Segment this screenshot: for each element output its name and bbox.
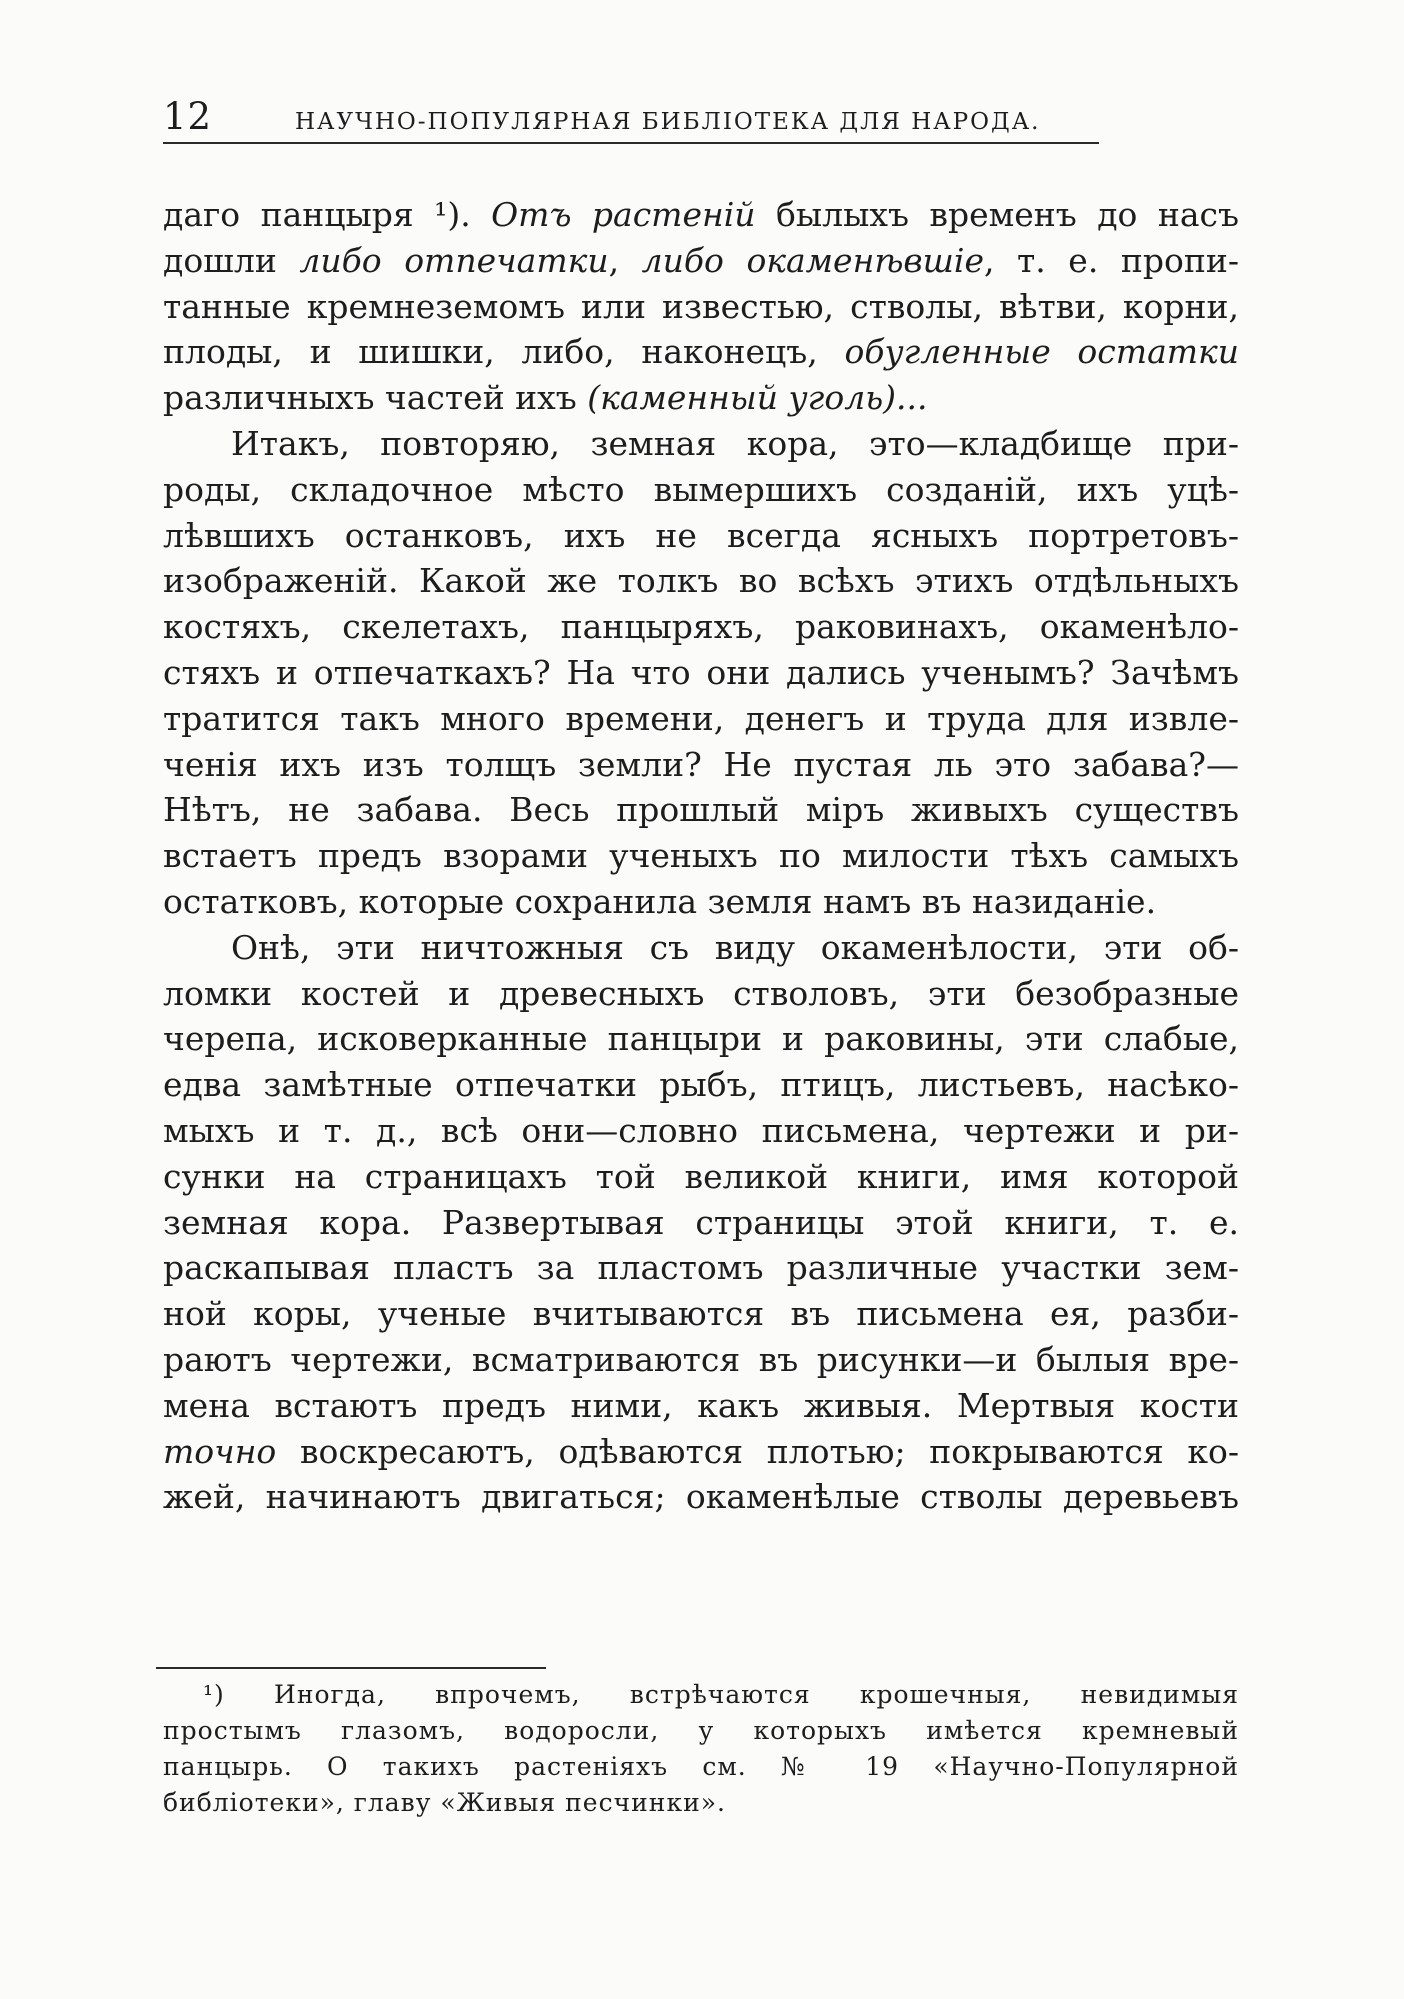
text-line [163, 1337, 1239, 1383]
text-run: встаетъ предъ взорами ученыхъ по милости тѣхъ самыхъ [163, 836, 1239, 876]
text-line [163, 375, 1239, 421]
text-line [163, 971, 1239, 1017]
text-run: мена встаютъ предъ ними, какъ живыя. Мертвыя кости [163, 1385, 1239, 1425]
text-run: тратится такъ много времени, денегъ и труда для извле- [163, 698, 1239, 738]
footnote-line [163, 1713, 1239, 1749]
text-run: лѣвшихъ останковъ, ихъ не всегда ясныхъ портретовъ- [163, 515, 1239, 555]
italic-text: (каменный уголь)... [587, 378, 928, 418]
italic-text: либо отпечатки [299, 240, 609, 280]
text-run: , [608, 240, 642, 280]
text-line [163, 421, 1239, 467]
text-line [163, 1474, 1239, 1520]
text-line [163, 1016, 1239, 1062]
text-run: ¹) Иногда, впрочемъ, встрѣчаются крошечныя, невидимыя [203, 1680, 1239, 1709]
text-line [163, 513, 1239, 559]
page-header [163, 96, 1099, 144]
text-run: земная кора. Развертывая страницы этой книги, т. е. [163, 1202, 1239, 1242]
footnote [163, 1677, 1239, 1821]
footnote-line [163, 1785, 1239, 1821]
text-line [163, 284, 1239, 330]
text-run: остатковъ, которые сохранила земля намъ въ назиданіе. [163, 881, 1157, 921]
text-run: раскапывая пластъ за пластомъ различные участки зем- [163, 1248, 1239, 1288]
text-run: Итакъ, повторяю, земная кора, это—кладбище при- [231, 423, 1239, 463]
text-run: изображеній. Какой же толкъ во всѣхъ этихъ отдѣльныхъ [163, 561, 1239, 601]
italic-text: обугленные остатки [844, 332, 1239, 372]
text-line [163, 467, 1239, 513]
text-run: библіотеки», главу «Живыя песчинки». [163, 1788, 726, 1817]
text-line [163, 1108, 1239, 1154]
text-run: Онѣ, эти ничтожныя съ виду окаменѣлости, эти об- [231, 927, 1239, 967]
page-number: 12 [163, 95, 213, 138]
text-run: едва замѣтные отпечатки рыбъ, птицъ, листьевъ, насѣко- [163, 1065, 1239, 1105]
text-line [163, 879, 1239, 925]
text-run: стяхъ и отпечаткахъ? На что они дались ученымъ? Зачѣмъ [163, 652, 1239, 692]
text-run: былыхъ временъ до насъ [755, 195, 1239, 234]
text-line [163, 1291, 1239, 1337]
text-run: плоды, и шишки, либо, наконецъ, [163, 332, 845, 372]
text-run: ломки костей и древесныхъ стволовъ, эти безобразные [163, 973, 1239, 1013]
text-line [163, 1383, 1239, 1429]
text-run: ной коры, ученые вчитываются въ письмена ея, разби- [163, 1294, 1239, 1334]
text-line [163, 558, 1239, 604]
running-title: НАУЧНО-ПОПУЛЯРНАЯ БИБЛІОТЕКА ДЛЯ НАРОДА. [295, 109, 1041, 135]
text-line [163, 192, 1239, 238]
text-line [163, 604, 1239, 650]
text-line [163, 238, 1239, 284]
text-line [163, 833, 1239, 879]
text-line [163, 696, 1239, 742]
italic-text: точно [163, 1431, 277, 1471]
text-line [163, 742, 1239, 788]
text-run: мыхъ и т. д., всѣ они—словно письмена, чертежи и ри- [163, 1110, 1239, 1150]
text-run: панцырь. О такихъ растеніяхъ см. № 19 «Научно-Популярной [163, 1752, 1239, 1781]
text-line [163, 1062, 1239, 1108]
text-line [163, 1200, 1239, 1246]
text-line [163, 925, 1239, 971]
text-line [163, 1245, 1239, 1291]
italic-text: либо окаменѣвшіе [641, 240, 984, 280]
text-run: жей, начинаютъ двигаться; окаменѣлые стволы деревьевъ [163, 1477, 1239, 1517]
text-line [163, 650, 1239, 696]
text-run: различныхъ частей ихъ [163, 378, 588, 418]
text-run: танные кремнеземомъ или известью, стволы, вѣтви, корни, [163, 286, 1239, 326]
text-run: черепа, исковерканные панцыри и раковины, эти слабые, [163, 1019, 1239, 1059]
text-line [163, 329, 1239, 375]
text-run: сунки на страницахъ той великой книги, имя которой [163, 1156, 1239, 1196]
body-text [163, 192, 1239, 1520]
text-run: простымъ глазомъ, водоросли, у которыхъ имѣется кремневый [163, 1716, 1239, 1745]
text-line [163, 1429, 1239, 1475]
text-run: , т. е. пропи- [983, 240, 1239, 280]
text-run: роды, складочное мѣсто вымершихъ созданій, ихъ уцѣ- [163, 469, 1239, 509]
text-run: ченія ихъ изъ толщъ земли? Не пустая ль это забава?— [163, 744, 1239, 784]
text-run: воскресаютъ, одѣваются плотью; покрываются ко- [276, 1431, 1239, 1471]
text-line [163, 1154, 1239, 1200]
text-run: раютъ чертежи, всматриваются въ рисунки—и былыя вре- [163, 1339, 1239, 1379]
text-run: даго панцыря ¹). [163, 195, 492, 234]
text-run: костяхъ, скелетахъ, панцыряхъ, раковинахъ, окаменѣло- [163, 607, 1239, 647]
footnote-line [163, 1749, 1239, 1785]
footnote-divider [156, 1667, 546, 1669]
text-run: Нѣтъ, не забава. Весь прошлый міръ живыхъ существъ [163, 790, 1239, 830]
italic-text: Отъ растеній [491, 195, 756, 234]
footnote-line [163, 1677, 1239, 1713]
text-run: дошли [163, 240, 300, 280]
text-line [163, 787, 1239, 833]
